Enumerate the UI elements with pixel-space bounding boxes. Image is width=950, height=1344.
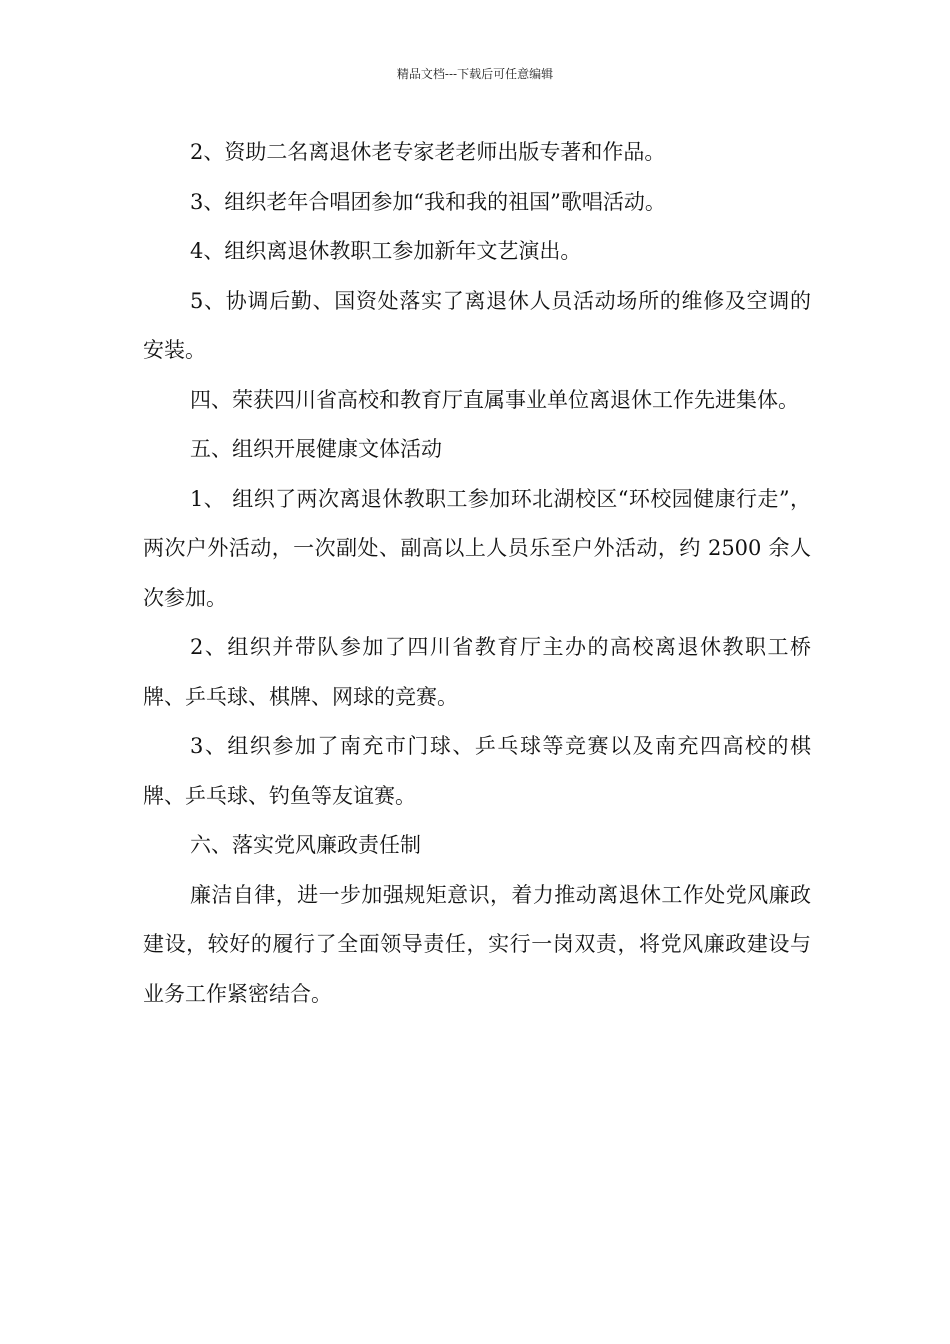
paragraph-item-2-funding: 2、资助二名离退休老专家老老师出版专著和作品。 <box>190 140 666 164</box>
section-heading-5-activities: 五、组织开展健康文体活动 <box>190 437 442 461</box>
document-body <box>143 128 811 1019</box>
page-header: 精品文档---下载后可任意编辑 <box>396 67 554 81</box>
paragraph-integrity-body: 廉洁自律，进一步加强规矩意识，着力推动离退休工作处党风廉政建设，较好的履行了全面领导责任，实行一岗双责，将党风廉政建设与业务工作紧密结合。 <box>143 882 811 1006</box>
paragraph-item-3-friendly-matches: 3、组织参加了南充市门球、乒乓球等竞赛以及南充四高校的棋牌、乒乓球、钓鱼等友谊赛。 <box>143 734 811 808</box>
paragraph-item-5-facilities: 5、协调后勤、国资处落实了离退休人员活动场所的维修及空调的安装。 <box>143 288 811 362</box>
paragraph-item-3-choir: 3、组织老年合唱团参加“我和我的祖国”歌唱活动。 <box>190 189 666 214</box>
section-heading-4-award: 四、荣获四川省高校和教育厅直属事业单位离退休工作先进集体。 <box>190 387 799 412</box>
section-heading-6-integrity: 六、落实党风廉政责任制 <box>190 833 421 857</box>
paragraph-item-2-competitions: 2、组织并带队参加了四川省教育厅主办的高校离退休教职工桥牌、乒乓球、棋牌、网球的竞赛。 <box>143 635 811 709</box>
paragraph-item-4-performance: 4、组织离退休教职工参加新年文艺演出。 <box>190 239 582 263</box>
paragraph-item-1-walking: 1、 组织了两次离退休教职工参加环北湖校区“环校园健康行走”，两次户外活动，一次副处、副高以上人员乐至户外活动，约 2500 余人次参加。 <box>143 486 811 610</box>
